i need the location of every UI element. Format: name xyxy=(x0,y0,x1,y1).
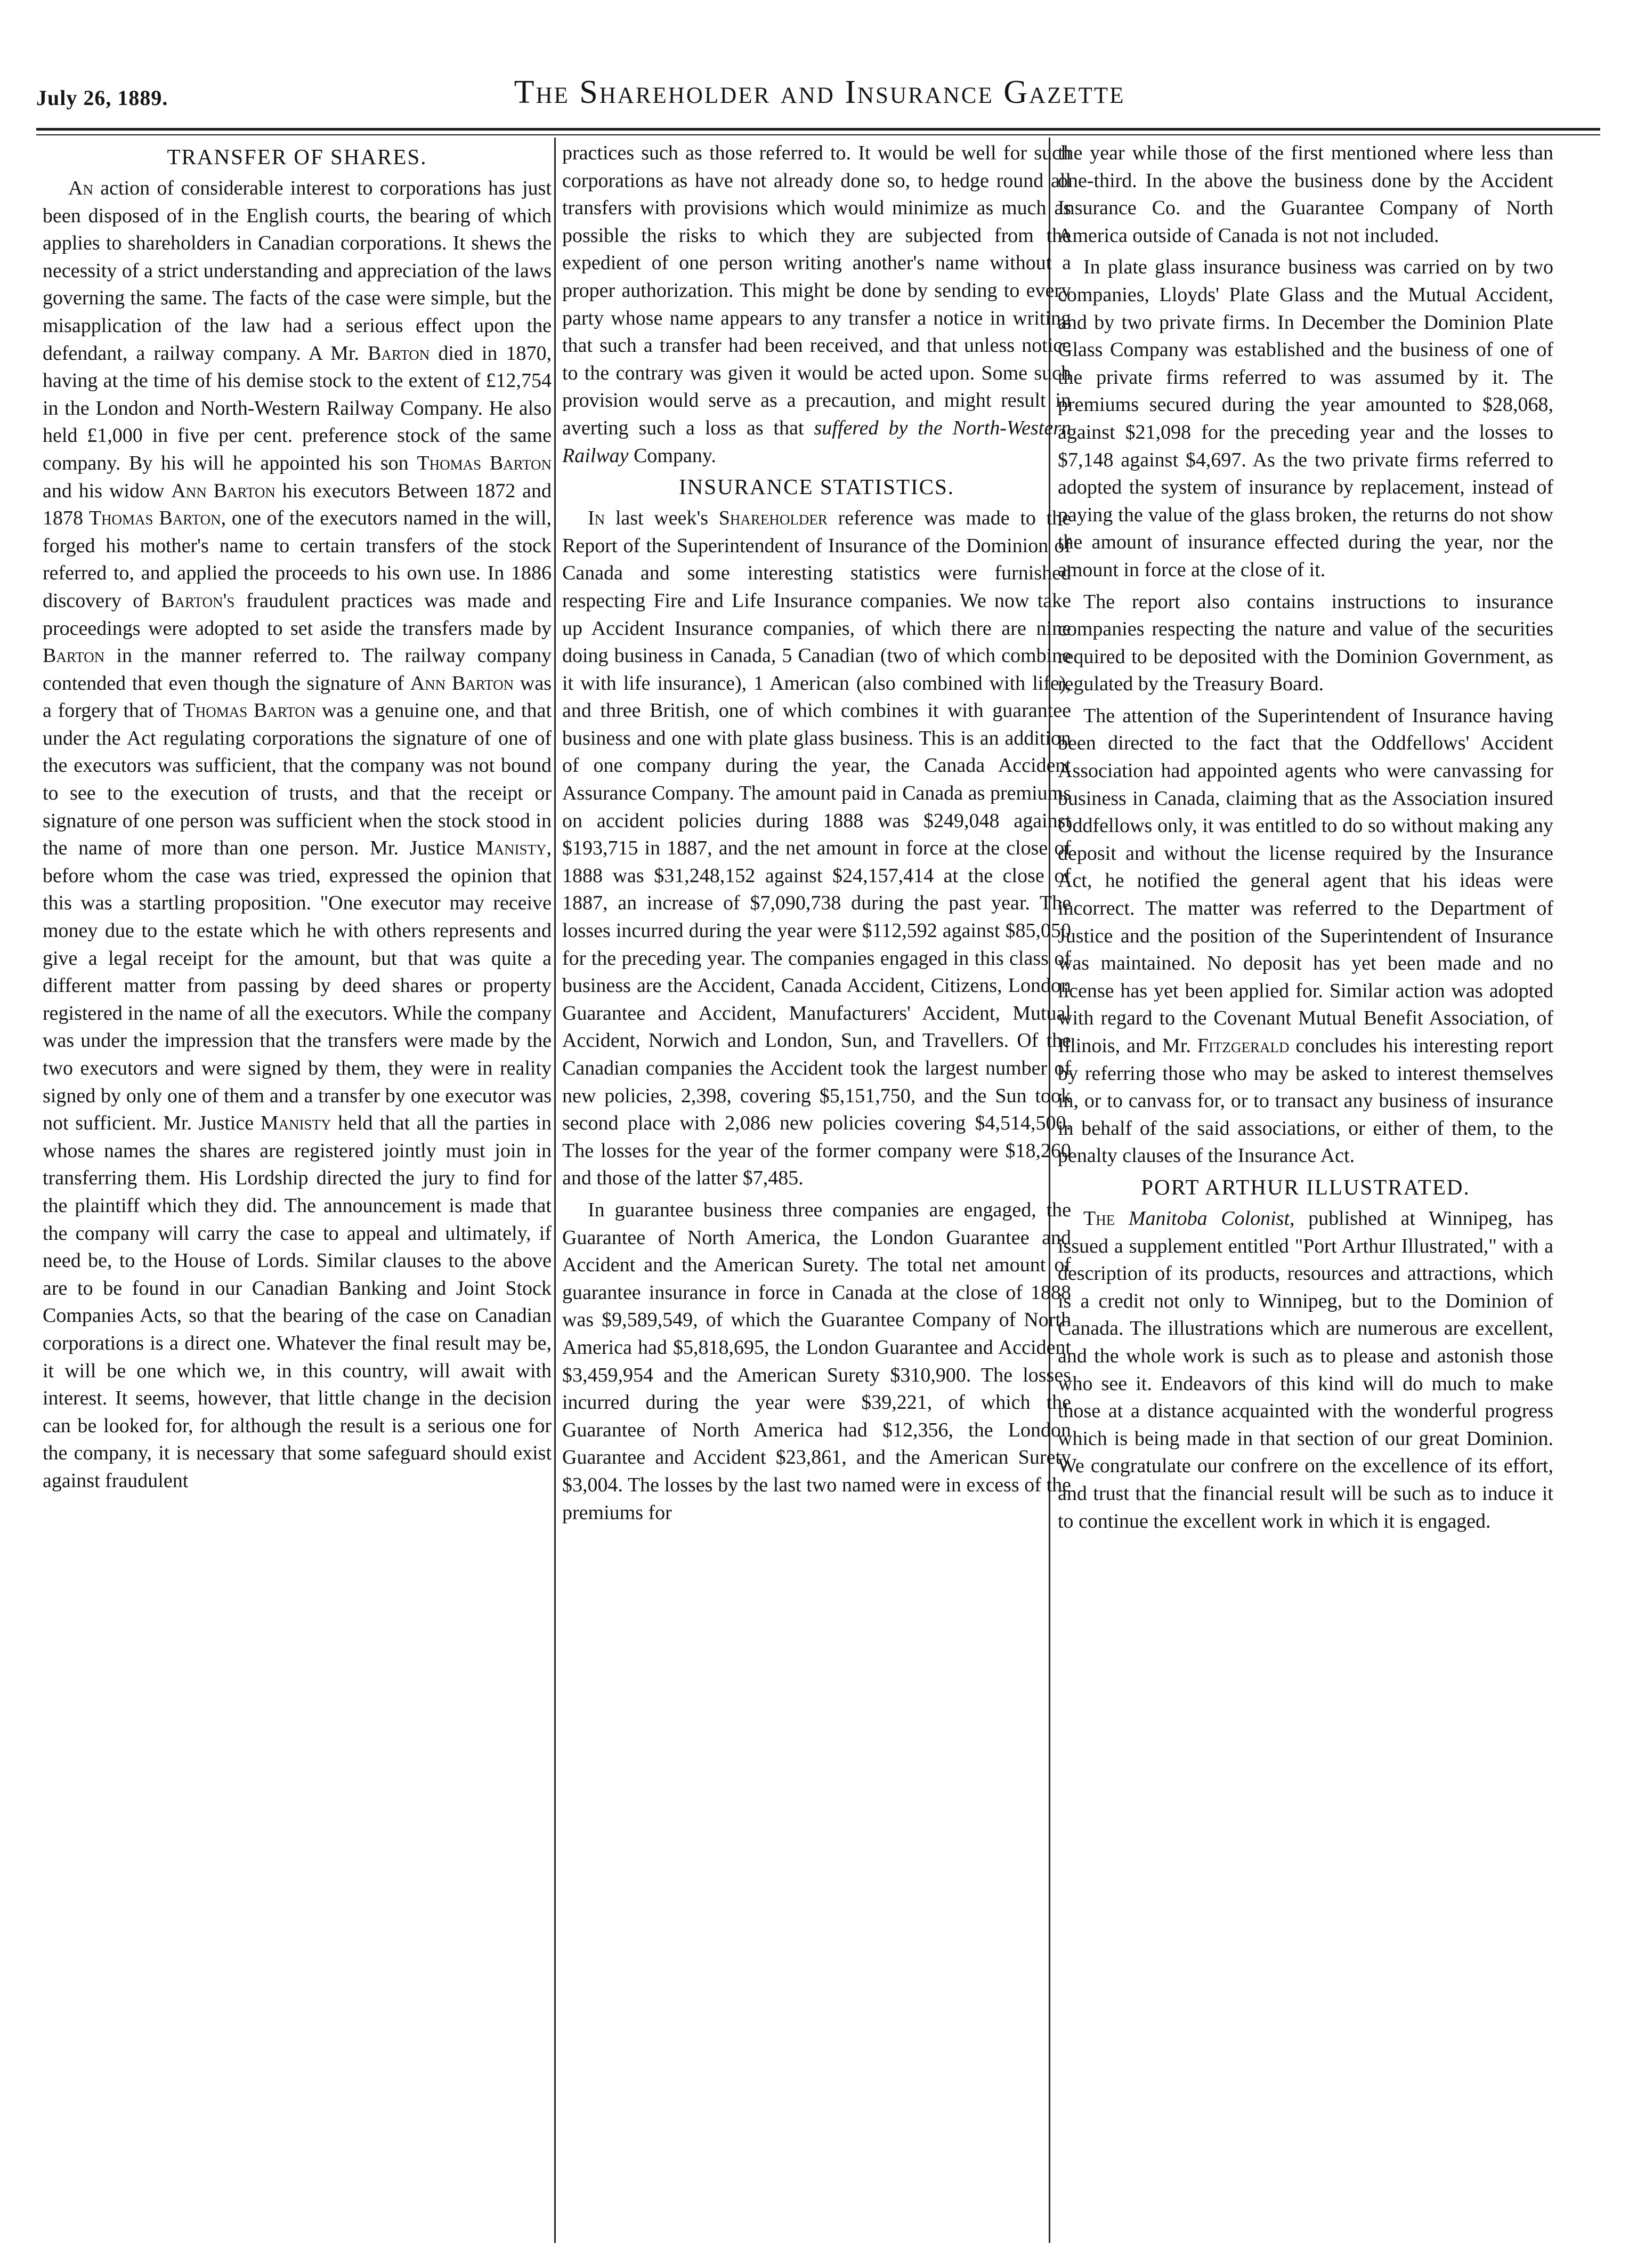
person-name: Ann Barton xyxy=(410,672,514,695)
article-paragraph: the year while those of the first mentioned where less than one-third. In the above the business done by the Accident Insurance Co. and the Guarantee Company of North America outside of Canada is not not included. xyxy=(1058,142,1553,247)
article-paragraph: In plate glass insurance business was carried on by two companies, Lloyds' Plate Glass and the Mutual Accident, and by two private firms. In December the Dominion Plate Glass Company was established and the business of one of the private firms referred to was assumed by it. The premiums secured during the year amounted to $28,068, against $21,098 for the preceding year and the losses to $7,148 against $4,697. As the two private firms referred to adopted the system of insurance by replacement, instead of paying the value of the glass broken, the returns do not show the amount of insurance effected during the year, nor the amount in force at the close of it. xyxy=(1058,256,1553,581)
person-name: Barton's xyxy=(161,589,235,612)
text-run: last week's xyxy=(605,507,719,530)
article-paragraph: The report also contains instructions to insurance companies respecting the nature and value of the securities required to be deposited with the Dominion Government, as regulated by the Treasury Board. xyxy=(1058,590,1553,696)
text-run: action of considerable interest to corporations has just been disposed of in the English courts, the bearing of which applies to shareholders in Canadian corporations. It shews the necessity of a strict understanding and appreciation of the laws governing the same. The facts of the case were simple, but the misapplication of the law had a serious effect upon the defendant, a railway company. A Mr. xyxy=(43,177,552,365)
masthead xyxy=(36,69,1603,128)
text-run: was a genuine one, and that under the Act regulating corporations the signature of one of the executors was sufficient, that the company was not bound to see to the execution of trusts, and that the receipt or signature of one person was sufficient when the stock stood in the name of more than one person. Mr. Justice xyxy=(43,699,552,860)
person-name: Barton xyxy=(43,644,105,667)
person-name: Ann Barton xyxy=(171,479,275,502)
column-3 xyxy=(1058,140,1553,2240)
article-paragraph xyxy=(1058,1205,1553,1535)
text-run: reference was made to the Report of the Superintendent of Insurance of the Dominion of Canada and some interesting statistics were furnished respecting Fire and Life Insurance companies. We now take up Accident Insurance companies, of which there are nine doing business in Canada, 5 Canadian (two of which combine it with life insurance), 1 American (also combined with life), and three British, one of which combines it with guarantee business and one with plate glass business. This is an addition of one company during the year, the Canada Accident Assurance Company. The amount paid in Canada as premiums on accident policies during 1888 was $249,048 against $193,715 in 1887, and the net amount in force at the close of 1888 was $31,248,152 against $24,157,414 at the close of 1887, an increase of $7,090,738 during the past year. The losses incurred during the year were $112,592 against $85,050 for the preceding year. The companies engaged in this class of business are the Accident, Canada Accident, Citizens, London Guarantee and Accident, Manufacturers' Accident, Mutual Accident, Norwich and London, Sun, and Travellers. Of the Canadian companies the Accident took the largest number of new policies, 2,398, covering $5,151,750, and the Sun took second place with 2,086 new policies covering $4,514,500. The losses for the year of the former company were $18,260 and those of the latter $7,485. xyxy=(562,507,1071,1190)
article-paragraph: In guarantee business three companies are engaged, the Guarantee of North America, the London Guarantee and Accident and the American Surety. The total net amount of guarantee insurance in force in Canada at the close of 1888 was $9,589,549, of which the Guarantee Company of North America had $5,818,695, the London Guarantee and Accident $3,459,954 and the American Surety $310,900. The losses incurred during the year were $39,221, of which the Guarantee of North America had $12,356, the London Guarantee and Accident $23,861, and the American Surety $3,004. The losses by the last two named were in excess of the premiums for xyxy=(562,1198,1071,1524)
lead-word: The xyxy=(1083,1207,1115,1230)
column-2 xyxy=(562,140,1071,2240)
header-rule-thick xyxy=(36,128,1600,131)
person-name: Thomas Barton xyxy=(183,699,316,722)
text-run-italic: suffered by the North-Western Railway xyxy=(562,416,1071,467)
column-divider-1 xyxy=(554,138,556,2243)
text-run: , before whom the case was tried, expressed the opinion that this was a startling proposition. "One executor may receive money due to the estate which he with others represents and give a legal receipt for the amount, but that was quite a different matter from passing by deed shares or property registered in the name of all the executors. While the company was under the impression that the transfers were made by the two executors and were signed by them, they were in reality signed by only one of them and a transfer by one executor was not sufficient. Mr. Justice xyxy=(43,837,552,1135)
text-run: practices such as those referred to. It would be well for such corporations as have not already done so, to hedge round all transfers with provisions which would minimize as much as possible the risks to which they are subjected from the expedient of one person writing another's name without a proper authorization. This might be done by sending to every party whose name appears to any transfer a notice in writing that such a transfer had been received, and that unless notice to the contrary was given it would be acted upon. Some such provision would serve as a precaution, and might result in averting such a loss as that xyxy=(562,142,1071,439)
text-run: fraudulent practices was made and proceedings were adopted to set aside the transfers made by xyxy=(43,589,552,640)
text-run: was a forgery that of xyxy=(43,672,552,722)
text-run: in the manner referred to. The railway company contended that even though the signature of xyxy=(43,644,552,695)
article-headline-port-arthur-illustrated: PORT ARTHUR ILLUSTRATED. xyxy=(1141,1174,1470,1199)
text-run: died in 1870, having at the time of his demise stock to the extent of £12,754 in the London and North-Western Railway Company. He also held £1,000 in five per cent. preference stock of the same company. By his will he appointed his son xyxy=(43,342,552,474)
publication-title: The Shareholder and Insurance Gazette xyxy=(514,74,1125,110)
publication-name: Manitoba Colonist xyxy=(1128,1207,1290,1230)
text-run: Company. xyxy=(628,444,716,467)
person-name: Thomas Barton xyxy=(417,451,552,474)
article-headline-transfer-of-shares: TRANSFER OF SHARES. xyxy=(167,144,427,169)
text-run: his executors Between 1872 and 1878 xyxy=(43,479,552,530)
person-name: Manisty xyxy=(260,1112,331,1135)
article-paragraph xyxy=(562,140,1071,470)
article-paragraph xyxy=(1058,703,1553,1170)
text-run: , published at Winnipeg, has issued a supplement entitled "Port Arthur Illustrated," with a description of its products, resources and attractions, which is a credit not only to Winnipeg, but to the Dominion of Canada. The illustrations which are numerous are excellent, and the whole work is such as to please and astonish those who see it. Endeavors of this kind will do much to make those at a distance acquainted with the wonderful progress which is being made in that section of our great Dominion. We congratulate our confrere on the excellence of its effort, and trust that the financial result will be such as to induce it to continue the excellent work in which it is engaged. xyxy=(1058,1207,1553,1532)
text-run xyxy=(1115,1207,1129,1230)
issue-date: July 26, 1889. xyxy=(36,86,168,110)
text-run: concludes his interesting report by referring those who may be asked to interest themselves in, or to canvass for, or to transact any business of insurance in behalf of the said associations, or either of them, to the penalty clauses of the Insurance Act. xyxy=(1058,1035,1553,1167)
header-rule-thin xyxy=(36,134,1600,135)
column-1 xyxy=(43,140,552,2240)
person-name: Fitzgerald xyxy=(1197,1035,1290,1057)
person-name: Barton xyxy=(368,342,430,365)
article-paragraph xyxy=(43,175,552,1495)
lead-word: In xyxy=(588,507,605,530)
text-run: The attention of the Superintendent of Insurance having been directed to the fact that the Oddfellows' Accident Association had appointed agents who were canvassing for business in Canada, claiming that as the Association insured Oddfellows only, it was entitled to do so without making any deposit and without the license required by the Insurance Act, he notified the general agent that his ideas were incorrect. The matter was referred to the Department of Justice and the position of the Superintendent of Insurance was maintained. No deposit has yet been made and no license has yet been applied for. Similar action was adopted with regard to the Covenant Mutual Benefit Association, of Illinois, and Mr. xyxy=(1058,704,1553,1057)
text-run: held that all the parties in whose names the shares are registered jointly must join in transferring them. His Lordship directed the jury to find for the plaintiff which they did. The announcement is made that the company will carry the case to appeal and ultimately, if need be, to the House of Lords. Similar clauses to the above are to be found in our Canadian Banking and Joint Stock Companies Acts, so that the bearing of the case on Canadian corporations is a direct one. Whatever the final result may be, it will be one which we, in this country, will await with interest. It seems, however, that little change in the decision can be looked for, for although the result is a serious one for the company, it is necessary that some safeguard should exist against fraudulent xyxy=(43,1112,552,1492)
lead-word: An xyxy=(68,177,93,199)
article-headline-insurance-statistics: INSURANCE STATISTICS. xyxy=(678,474,955,499)
text-run: and his widow xyxy=(43,479,172,502)
person-name: Thomas Barton xyxy=(88,507,221,530)
text-run: , one of the executors named in the will, forged his mother's name to certain transfers of the stock referred to, and applied the proceeds to his own use. In 1886 discovery of xyxy=(43,507,552,612)
article-paragraph xyxy=(562,505,1071,1192)
person-name: Manisty xyxy=(475,837,547,860)
publication-name: Shareholder xyxy=(718,507,828,530)
